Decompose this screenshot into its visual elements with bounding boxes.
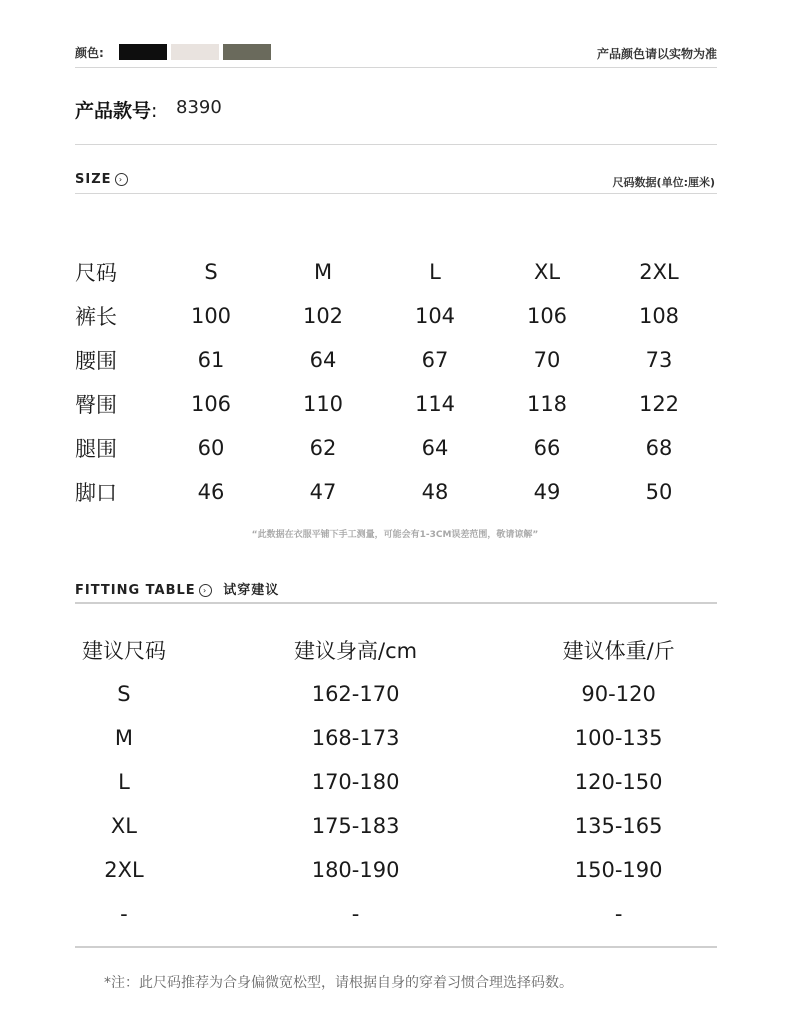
table-cell: - bbox=[120, 902, 128, 926]
table-cell: 50 bbox=[645, 480, 673, 504]
table-cell: 102 bbox=[302, 304, 344, 328]
table-row bbox=[30, 672, 744, 716]
table-row bbox=[75, 470, 715, 514]
size-title-text: SIZE bbox=[75, 172, 112, 187]
product-code-label-text: 产品款号 bbox=[75, 100, 152, 122]
table-row bbox=[30, 804, 744, 848]
table-cell: 61 bbox=[197, 348, 225, 372]
table-cell: 腿围 bbox=[75, 437, 117, 461]
table-row bbox=[30, 760, 744, 804]
product-code-label bbox=[75, 96, 157, 123]
table-row bbox=[75, 338, 715, 382]
table-cell: 64 bbox=[309, 348, 337, 372]
table-row bbox=[75, 382, 715, 426]
table-cell: 106 bbox=[190, 392, 232, 416]
table-cell: XL bbox=[110, 814, 137, 838]
fitting-title-text: FITTING TABLE bbox=[75, 583, 196, 598]
divider bbox=[75, 946, 717, 948]
table-cell: 135-165 bbox=[574, 814, 663, 838]
table-row bbox=[30, 716, 744, 760]
table-cell: 106 bbox=[526, 304, 568, 328]
table-cell: 49 bbox=[533, 480, 561, 504]
divider bbox=[75, 144, 717, 145]
size-unit-note: 尺码数据(单位:厘米) bbox=[612, 176, 715, 189]
table-cell: 建议体重/斤 bbox=[562, 639, 675, 663]
table-cell: 2XL bbox=[104, 858, 144, 882]
table-cell: 175-183 bbox=[311, 814, 400, 838]
size-table-header bbox=[75, 250, 715, 294]
table-cell: 73 bbox=[645, 348, 673, 372]
table-cell: 建议身高/cm bbox=[294, 639, 418, 663]
fitting-table bbox=[30, 628, 744, 936]
table-cell: L bbox=[429, 260, 441, 284]
table-cell: 150-190 bbox=[574, 858, 663, 882]
divider bbox=[75, 602, 717, 604]
table-cell: 臀围 bbox=[75, 393, 117, 417]
table-cell: 100-135 bbox=[574, 726, 663, 750]
table-cell: L bbox=[118, 770, 130, 794]
table-cell: 104 bbox=[414, 304, 456, 328]
table-cell: 48 bbox=[421, 480, 449, 504]
divider bbox=[75, 67, 717, 68]
table-cell: 68 bbox=[645, 436, 673, 460]
product-code-colon: : bbox=[151, 100, 158, 122]
table-cell: 2XL bbox=[639, 260, 679, 284]
table-cell: 60 bbox=[197, 436, 225, 460]
table-cell: M bbox=[313, 260, 333, 284]
table-row bbox=[30, 892, 744, 936]
table-cell: 114 bbox=[414, 392, 456, 416]
fitting-section-title bbox=[75, 579, 279, 598]
table-row bbox=[30, 848, 744, 892]
fitting-table-header bbox=[30, 628, 744, 672]
table-cell: S bbox=[117, 682, 131, 706]
table-cell: 腰围 bbox=[75, 349, 117, 373]
table-row bbox=[75, 294, 715, 338]
chevron-right-circle-icon: › bbox=[115, 173, 128, 186]
table-cell: 66 bbox=[533, 436, 561, 460]
table-cell: 170-180 bbox=[311, 770, 400, 794]
table-cell: 67 bbox=[421, 348, 449, 372]
table-cell: 脚口 bbox=[75, 481, 117, 505]
color-note: 产品颜色请以实物为准 bbox=[596, 47, 717, 61]
table-cell: 118 bbox=[526, 392, 568, 416]
table-cell: 64 bbox=[421, 436, 449, 460]
table-cell: 70 bbox=[533, 348, 561, 372]
table-cell: 108 bbox=[638, 304, 680, 328]
color-label: 颜色: bbox=[75, 46, 104, 60]
chevron-right-circle-icon: › bbox=[199, 584, 212, 597]
table-cell: 建议尺码 bbox=[81, 639, 166, 663]
table-cell: 46 bbox=[197, 480, 225, 504]
table-row bbox=[75, 426, 715, 470]
table-cell: 47 bbox=[309, 480, 337, 504]
size-table bbox=[75, 250, 715, 514]
table-cell: 120-150 bbox=[574, 770, 663, 794]
table-cell: 180-190 bbox=[311, 858, 400, 882]
table-cell: 62 bbox=[309, 436, 337, 460]
color-swatch-beige[interactable] bbox=[171, 44, 219, 60]
divider bbox=[75, 193, 717, 194]
sizing-footnote: *注：此尺码推荐为合身偏微宽松型，请根据自身的穿着习惯合理选择码数。 bbox=[104, 975, 573, 991]
table-cell: 裤长 bbox=[75, 305, 117, 329]
color-swatch-black[interactable] bbox=[119, 44, 167, 60]
table-cell: 110 bbox=[302, 392, 344, 416]
table-cell: 122 bbox=[638, 392, 680, 416]
table-cell: 尺码 bbox=[75, 261, 117, 285]
fitting-subtitle: 试穿建议 bbox=[223, 583, 280, 598]
table-cell: S bbox=[204, 260, 218, 284]
table-cell: - bbox=[614, 902, 623, 926]
color-swatch-olive[interactable] bbox=[223, 44, 271, 60]
table-cell: - bbox=[351, 902, 360, 926]
measurement-disclaimer: “此数据在衣服平铺下手工测量，可能会有1-3CM误差范围，敬请谅解” bbox=[251, 530, 539, 540]
table-cell: XL bbox=[533, 260, 561, 284]
product-code-value: 8390 bbox=[176, 97, 222, 118]
table-cell: 100 bbox=[190, 304, 232, 328]
table-cell: 90-120 bbox=[581, 682, 656, 706]
table-cell: 162-170 bbox=[311, 682, 400, 706]
size-section-title bbox=[75, 172, 128, 187]
table-cell: 168-173 bbox=[311, 726, 400, 750]
table-cell: M bbox=[114, 726, 134, 750]
